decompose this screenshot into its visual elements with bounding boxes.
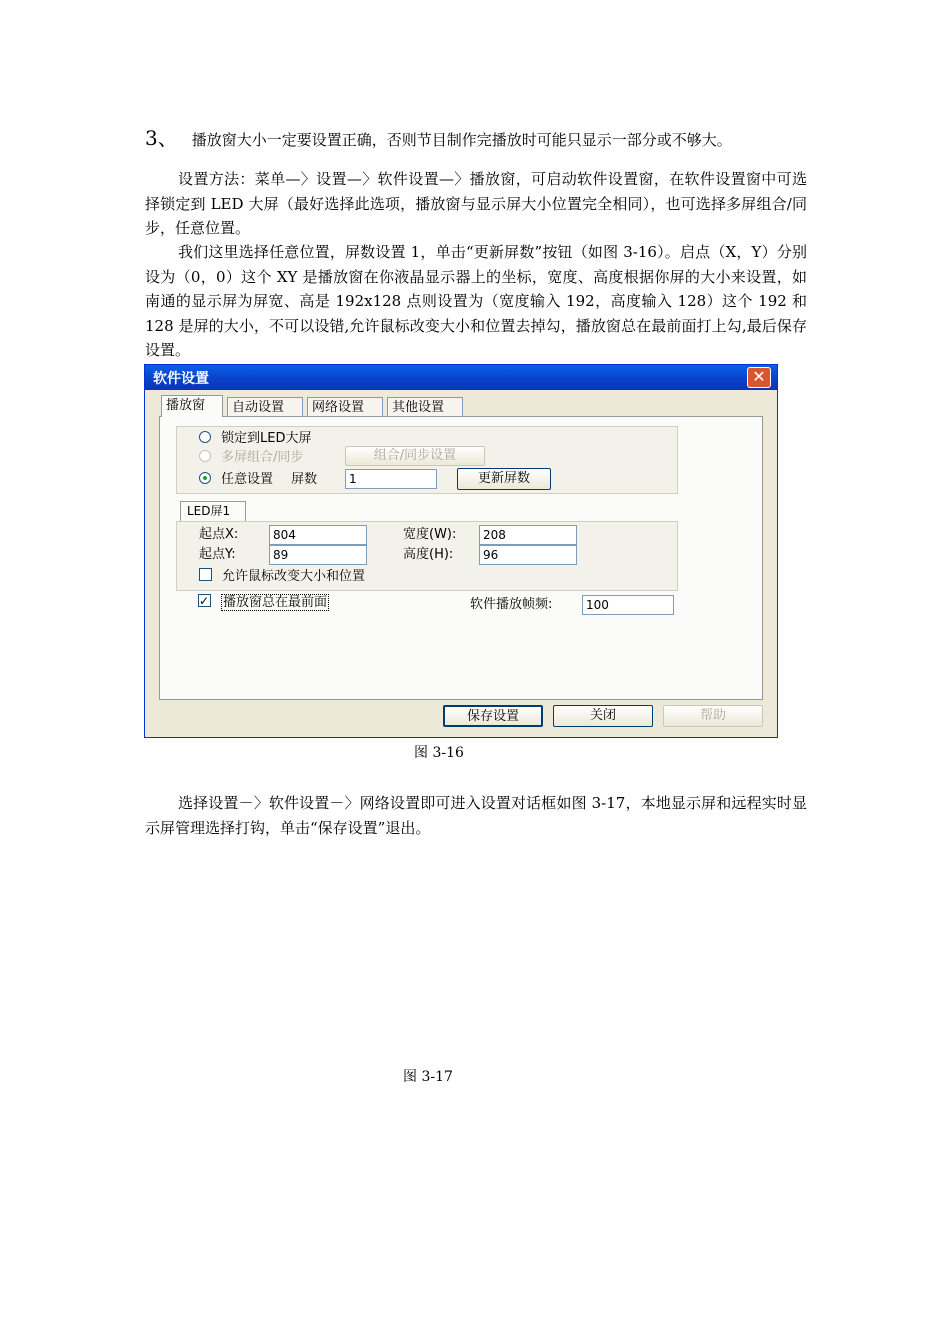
width-label: 宽度(W):: [403, 527, 457, 542]
led-screen-1-tab[interactable]: LED屏1: [180, 501, 246, 521]
close-button[interactable]: 关闭: [553, 705, 653, 727]
mode-group: [176, 426, 678, 494]
dialog-titlebar: [145, 365, 777, 390]
always-on-top-label: 播放窗总在最前面: [223, 595, 328, 610]
radio-button[interactable]: [199, 450, 211, 462]
frame-rate-label: 软件播放帧频:: [470, 597, 553, 612]
frame-rate-input[interactable]: 100: [582, 595, 674, 615]
figure-3-16-caption: 图 3-16: [414, 745, 464, 761]
always-on-top-option[interactable]: [198, 593, 329, 613]
close-icon[interactable]: ✕: [747, 367, 771, 388]
tab-other-settings[interactable]: 其他设置: [387, 397, 463, 416]
start-x-input[interactable]: 804: [269, 525, 367, 545]
step-text: 播放窗大小一定要设置正确，否则节目制作完播放时可能只显示一部分或不够大。: [191, 131, 732, 149]
radio-button[interactable]: [199, 431, 211, 443]
radio-button-selected[interactable]: [199, 472, 211, 484]
start-x-label: 起点X:: [199, 527, 239, 542]
tab-auto-settings[interactable]: 自动设置: [227, 397, 303, 416]
start-y-input[interactable]: 89: [269, 545, 367, 565]
step-number: 3、: [145, 126, 178, 150]
help-button[interactable]: 帮助: [663, 705, 763, 727]
any-position-label: 任意设置: [221, 472, 274, 487]
led-screen-group: [176, 521, 678, 591]
play-window-panel: [159, 416, 763, 700]
any-position-option[interactable]: [199, 471, 317, 489]
screen-count-input[interactable]: 1: [345, 469, 437, 489]
multi-screen-option[interactable]: [199, 449, 303, 467]
allow-mouse-option[interactable]: [199, 567, 365, 587]
width-input[interactable]: 208: [479, 525, 577, 545]
paragraph-instructions: 我们这里选择任意位置，屏数设置 1，单击“更新屏数”按钮（如图 3-16）。启点（X，Y）分别设为（0，0）这个 XY 是播放窗在你液晶显示器上的坐标，宽度、高度根据你屏的大小来设置，如南通的显示屏为屏宽、高是 192x128 点则设置为（宽度输入 192，高度输入 128）这个 192 和 128 是屏的大小，不可以设错,允许鼠标改变大小和位置去掉勾，播放窗总在最前面打上勾,最后保存设置。: [145, 243, 807, 359]
save-settings-button[interactable]: 保存设置: [443, 705, 543, 727]
lock-led-option[interactable]: [199, 430, 311, 448]
step-3-line: [145, 126, 807, 153]
software-settings-dialog: [144, 364, 778, 738]
allow-mouse-label: 允许鼠标改变大小和位置: [222, 569, 366, 584]
paragraph-network-settings: 选择设置－〉软件设置－〉网络设置即可进入设置对话框如图 3-17，本地显示屏和远程实时显示屏管理选择打钩，单击“保存设置”退出。: [145, 794, 807, 837]
paragraph-setup-method: 设置方法：菜单—〉设置—〉软件设置—〉播放窗，可启动软件设置窗，在软件设置窗中可选择锁定到 LED 大屏（最好选择此选项，播放窗与显示屏大小位置完全相同），也可选择多屏组合/同步，任意位置。: [145, 170, 807, 237]
start-y-label: 起点Y:: [199, 547, 236, 562]
checkbox[interactable]: [199, 568, 212, 581]
lock-led-label: 锁定到LED大屏: [221, 431, 312, 446]
figure-3-17-caption: 图 3-17: [403, 1069, 453, 1085]
combo-sync-button[interactable]: 组合/同步设置: [345, 446, 485, 466]
screen-count-label: 屏数: [291, 472, 318, 487]
height-input[interactable]: 96: [479, 545, 577, 565]
dialog-title: 软件设置: [153, 371, 209, 387]
tab-play-window[interactable]: 播放窗: [161, 395, 223, 417]
tab-network-settings[interactable]: 网络设置: [307, 397, 383, 416]
multi-screen-label: 多屏组合/同步: [221, 450, 304, 465]
update-screen-count-button[interactable]: 更新屏数: [457, 468, 551, 490]
checkbox-checked[interactable]: [198, 594, 211, 607]
height-label: 高度(H):: [403, 547, 454, 562]
